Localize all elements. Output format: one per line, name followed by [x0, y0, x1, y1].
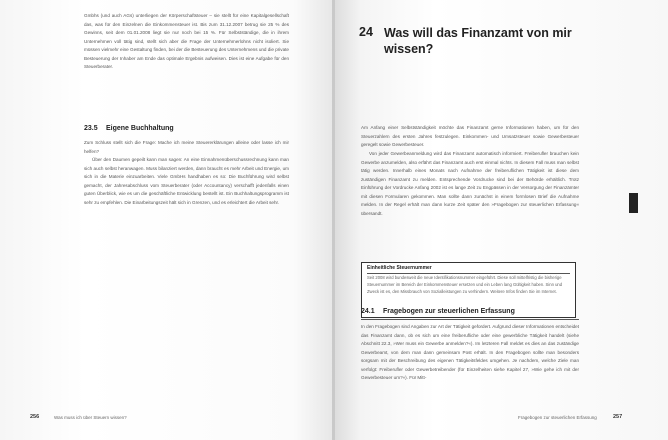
right-footer-running-title: Fragebogen zur steuerlichen Erfassung — [518, 415, 597, 420]
left-footer-page-number: 256 — [30, 414, 40, 420]
right-section-number: 24.1 — [361, 308, 375, 315]
left-section-paragraph-2: Über den Daumen gepeilt kann man sagen: An eine Einnahmenüberschussrechnung kann man sich auch selbst heranwagen. Muss bilanziert werden, dann braucht es mehr Arbeit und Energie, um sich in die Materie einzuarbeiten. Viele GmbHs handhaben es so: Die Buchführung wird selbst gemacht, der Jahresabschluss vom Steuerberater (oder Accountancy) verschafft jedenfalls einen guten Überblick, wie es um die geschäftliche Entwicklung bestellt ist. Ein Buchhaltungsprogramm ist sehr zu empfehlen. Die Einarbeitungszeit hält sich in Grenzen, und es erleichtert die Arbeit sehr. — [84, 157, 289, 205]
infobox-text: Seit 2008 wird bundesweit die neue Identifikationsnummer eingeführt. Diese soll mittelfristig die bisherige Steuernummer im Bereich der Einkommensteuer ersetzen und ein Leben lang Gültigkeit haben. Sinn und Zweck ist es, den Missbrauch von Sozialleistungen zu verhindern. Weitere Infos finden Sie im Internet. — [367, 275, 563, 294]
section-rule — [361, 319, 579, 320]
left-intro-paragraph: Gmbhs (und auch AGs) unterliegen der Körperschaftsteuer – sie stellt für eine Kapitalgesellschaft das, was für den Einzelnen die Einkommensteuer ist. Bis zum 31.12.2007 betrug sie 25 % des Gewinns, seit dem 01.01.2008 liegt sie nur noch bei 15 %. Für Selbstständige, die in ihrem Unternehmen voll tätig sind, stellt sich aber die Frage der Unternehmerlohns nicht isoliert. Sie müssen vielmehr eine Gestaltung finden, bei der die Besteuerung des Unternehmens und die private Besteuerung der Inhaber am Ende das optimale Ergebnis aufweisen. Dies ist eine Aufgabe für den Steuerberater. — [84, 13, 289, 69]
left-section-heading — [84, 124, 174, 133]
left-section-paragraph-1: Zum Schluss stellt sich die Frage: Mache ich meine Steuererklärungen alleine oder lasse ich mir helfen? — [84, 140, 289, 154]
chapter-number: 24 — [359, 25, 373, 39]
infobox-title: Einheitliche Steuernummer — [367, 265, 432, 271]
right-section-title: Fragebogen zur steuerlichen Erfassung — [383, 308, 515, 315]
right-section-paragraph: In den Fragebogen sind Angaben zur Art der Tätigkeit gefordert. Aufgrund dieser Informationen entscheidet das Finanzamt dann, ob es sich um eine freiberufliche oder eine gewerbliche Tätigkeit handelt (siehe Abschnitt 22.3, »Wer muss ein Gewerbe anmelden?«). Im letzteren Fall meldet es dies an das zuständige Gewerbeamt, von dem man dann gemeinsam Post erhält. In den Fragebogen sollte man besonders sorgsam mit der Beschreibung des eigenen Tätigkeitsfeldes umgehen. Je nachdem, welche Ziele man verfolgt: Freiberufler oder Gewerbetreibender (für Einzelheiten siehe Kapitel 27, »Wie gehe ich mit der Gewerbesteuer um?«). Für Mitt- — [361, 324, 579, 380]
right-body-paragraph: Von jeder Gewerbeanmeldung wird das Finanzamt automatisch informiert. Freiberufler brauchen kein Gewerbe anzumelden, also erfährt das Finanzamt auch erst einmal nichts. In diesem Fall muss man selbst tätig werden. Innerhalb eines Monats nach Aufnahme der freiberuflichen Tätigkeit ist diese dem zuständigen Finanzamt zu melden. Entsprechende Vordrucke sind bei der Behörde erhältlich. Trotz Einführung der Vordrucke Anfang 2002 ist es lange Zeit zu Engpässen in der Versorgung der Finanzämter mit diesen Formularen gekommen. Man sollte dann zunächst in einem formlosen Brief die Aufnahme melden. In der Regel erhält man dann kurze Zeit später den »Fragebogen zur steuerlichen Erfassung« übersandt. — [361, 151, 579, 216]
left-section-title: Eigene Buchhaltung — [106, 125, 174, 132]
left-footer-running-title: Was muss ich über Steuern wissen? — [54, 415, 127, 420]
infobox-divider — [367, 273, 570, 274]
right-section-heading — [361, 307, 515, 316]
left-section-number: 23.5 — [84, 125, 98, 132]
right-footer-page-number: 257 — [613, 414, 623, 420]
book-gutter — [332, 0, 335, 440]
chapter-title: Was will das Finanzamt von mir wissen? — [384, 26, 572, 56]
right-intro-paragraph: Am Anfang einer Selbstständigkeit möchte das Finanzamt gerne Informationen haben, um für den Steuerzahlern des ersten Jahres festzulegen. Einkommen- und Umsatzsteuer sowie Gewerbesteuer geregelt sowie Gewerbesteuer. — [361, 125, 579, 147]
chapter-tab-marker — [629, 193, 638, 213]
